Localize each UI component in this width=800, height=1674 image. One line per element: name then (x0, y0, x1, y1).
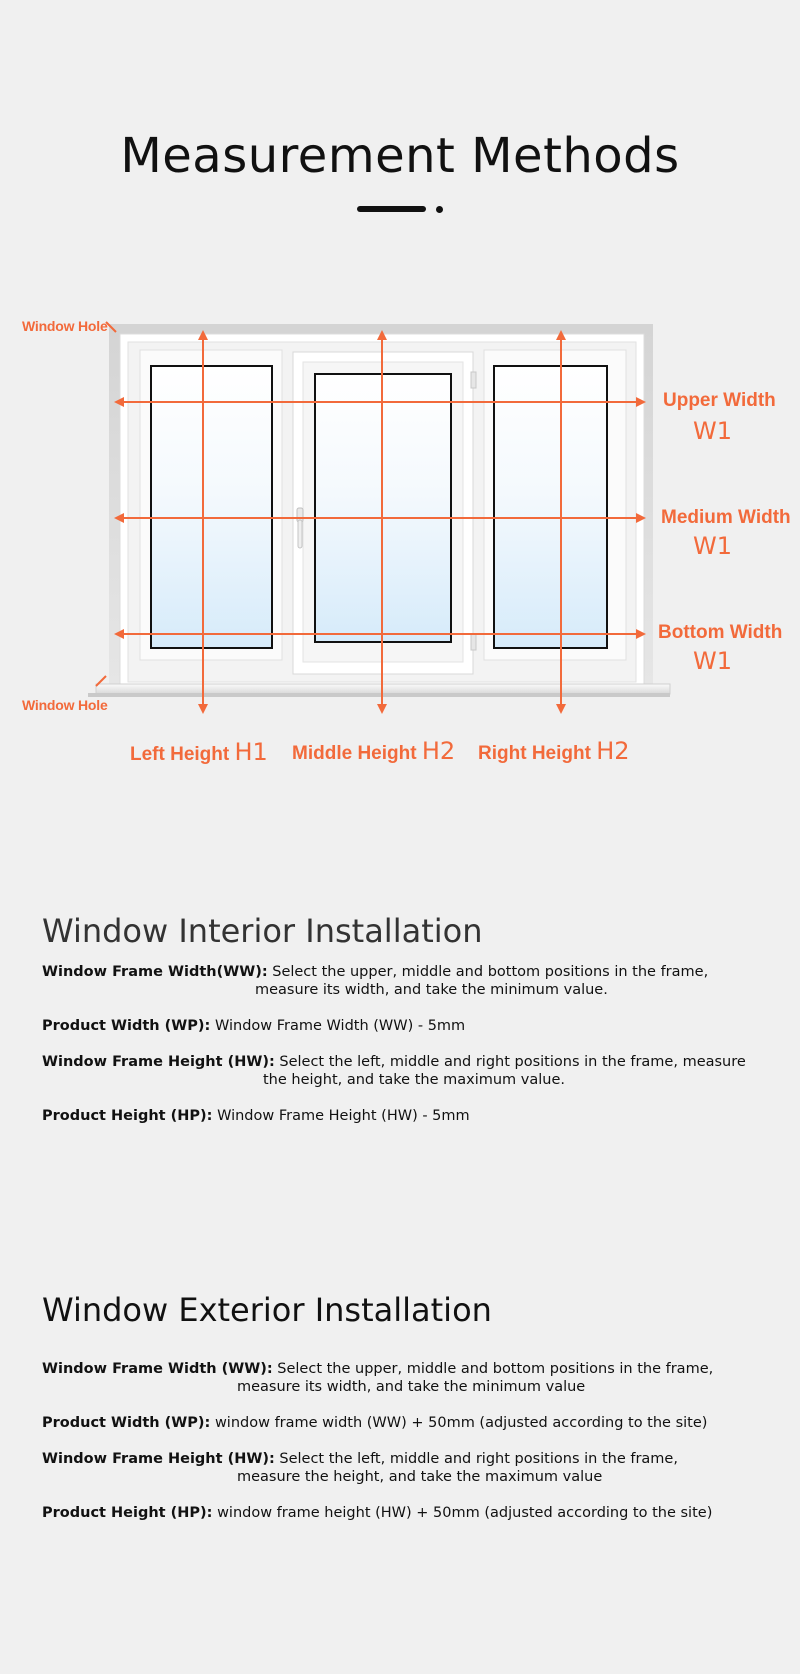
spec-text: Window Frame Height (HW) - 5mm (217, 1108, 470, 1124)
title-underline-dot (436, 206, 443, 213)
spec-term: Window Frame Height (HW): (42, 1451, 275, 1467)
spec-term: Product Width (WP): (42, 1415, 211, 1431)
spec-text: window frame width (WW) + 50mm (adjusted according to the site) (214, 1415, 708, 1431)
window-hole-bottom-label: Window Hole (22, 697, 108, 713)
spec-term: Window Frame Height (HW): (42, 1054, 275, 1070)
upper-width-code: W1 (693, 417, 732, 445)
exterior-spec-frame-height (42, 1450, 678, 1486)
left-height-code: H1 (234, 738, 268, 766)
middle-height-code: H2 (421, 737, 456, 765)
spec-text: Select the left, middle and right positions in the frame, measure (279, 1054, 746, 1070)
window-illustration (0, 300, 800, 780)
spec-text: Select the left, middle and right positions in the frame, (279, 1451, 678, 1467)
exterior-spec-frame-width (42, 1360, 713, 1396)
exterior-spec-product-width (42, 1414, 707, 1432)
interior-spec-frame-height (42, 1053, 746, 1089)
spec-text: window frame height (HW) + 50mm (adjusted according to the site) (217, 1505, 713, 1521)
spec-term: Window Frame Width(WW): (42, 964, 268, 980)
spec-text-cont: measure the height, and take the maximum value (237, 1469, 603, 1485)
spec-text: Select the upper, middle and bottom positions in the frame, (277, 1361, 714, 1377)
spec-term: Product Width (WP): (42, 1018, 211, 1034)
interior-spec-product-width (42, 1017, 465, 1035)
exterior-spec-product-height (42, 1504, 712, 1522)
measurement-diagram (0, 300, 800, 780)
middle-height-text: Middle Height (292, 743, 417, 764)
exterior-section-title: Window Exterior Installation (42, 1291, 492, 1329)
left-height-label (130, 738, 268, 766)
title-underline-bar (357, 206, 426, 212)
interior-section-title: Window Interior Installation (42, 912, 483, 950)
medium-width-label: Medium Width (661, 507, 791, 528)
page-title: Measurement Methods (120, 128, 680, 184)
interior-spec-frame-width (42, 963, 708, 999)
spec-text-cont: the height, and take the maximum value. (263, 1072, 566, 1088)
window-hole-top-label: Window Hole (22, 318, 108, 334)
right-height-label (478, 737, 630, 765)
right-height-text: Right Height (478, 743, 591, 764)
interior-spec-product-height (42, 1107, 470, 1125)
spec-term: Product Height (HP): (42, 1108, 213, 1124)
left-height-text: Left Height (130, 744, 230, 765)
bottom-width-label: Bottom Width (658, 622, 783, 643)
right-height-code: H2 (596, 737, 630, 765)
medium-width-code: W1 (693, 532, 732, 560)
spec-text: Select the upper, middle and bottom positions in the frame, (272, 964, 709, 980)
spec-text-cont: measure its width, and take the minimum value. (255, 982, 608, 998)
spec-text: Window Frame Width (WW) - 5mm (214, 1018, 466, 1034)
spec-text-cont: measure its width, and take the minimum value (237, 1379, 586, 1395)
upper-width-label: Upper Width (663, 390, 776, 411)
middle-height-label (292, 737, 455, 765)
spec-term: Product Height (HP): (42, 1505, 213, 1521)
bottom-width-code: W1 (693, 647, 732, 675)
spec-term: Window Frame Width (WW): (42, 1361, 273, 1377)
